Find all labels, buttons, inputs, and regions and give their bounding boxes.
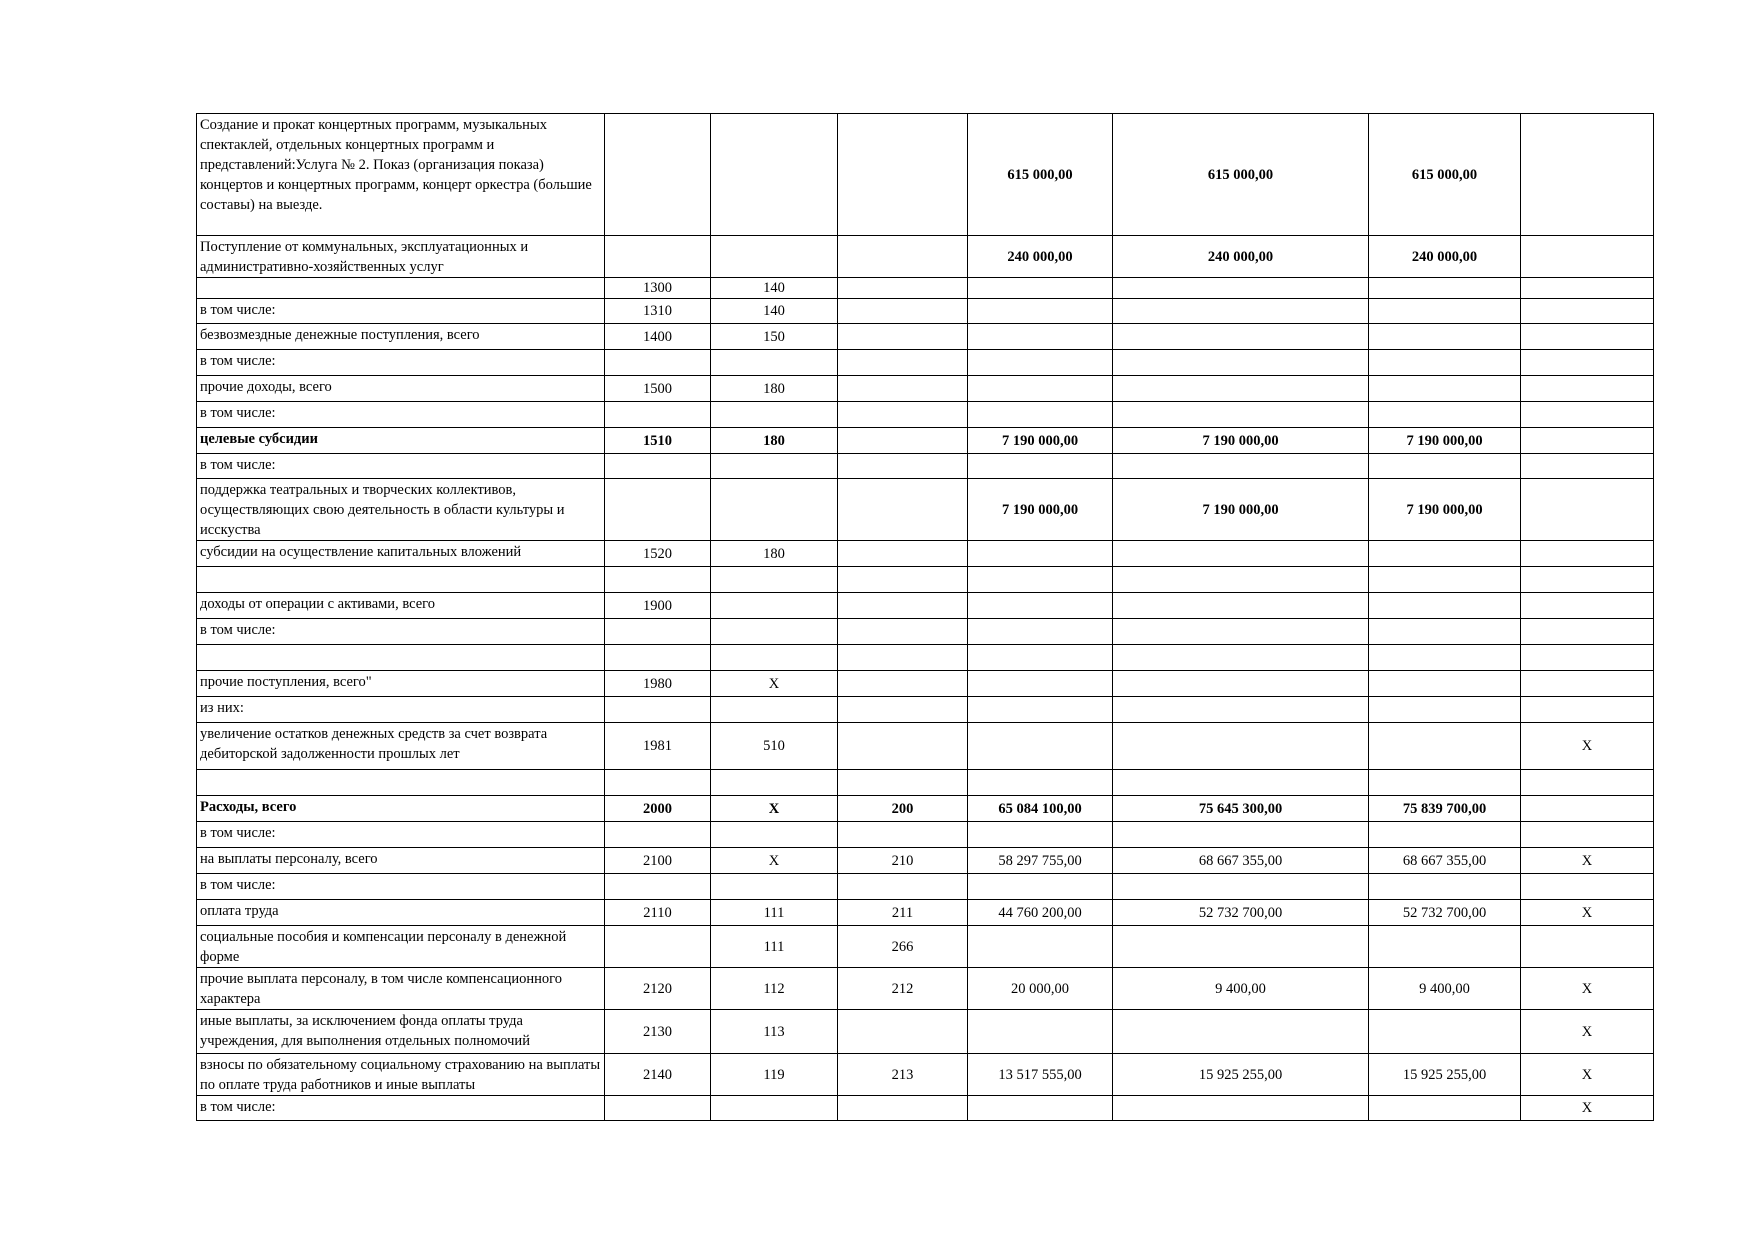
- code-column-cell: 2000: [605, 796, 711, 822]
- extra-column-cell: [1521, 299, 1654, 324]
- kbk-column-cell: Х: [711, 671, 838, 697]
- kbk-column-cell: Х: [711, 848, 838, 874]
- table-row: [197, 796, 1654, 822]
- row-label-cell: Создание и прокат концертных программ, музыкальных спектаклей, отдельных концертных программ и представлений:Услуга № 2. Показ (организация показа) концертов и концертных программ, концерт оркестра (большие составы) на выезде.: [197, 114, 605, 236]
- code-column-cell: 1300: [605, 278, 711, 299]
- extra-column-cell: [1521, 324, 1654, 350]
- year-2-amount-cell: [1113, 671, 1369, 697]
- row-label-cell: прочие доходы, всего: [197, 376, 605, 402]
- table-row: [197, 874, 1654, 900]
- table-row: [197, 697, 1654, 723]
- year-2-amount-cell: [1113, 278, 1369, 299]
- year-2-amount-cell: [1113, 926, 1369, 968]
- year-1-amount-cell: [968, 645, 1113, 671]
- year-1-amount-cell: [968, 1096, 1113, 1121]
- row-label-cell: в том числе:: [197, 874, 605, 900]
- kosgu-column-cell: [838, 593, 968, 619]
- year-3-amount-cell: [1369, 299, 1521, 324]
- code-column-cell: [605, 645, 711, 671]
- year-1-amount-cell: 13 517 555,00: [968, 1054, 1113, 1096]
- year-2-amount-cell: 52 732 700,00: [1113, 900, 1369, 926]
- table-row: [197, 454, 1654, 479]
- year-2-amount-cell: 9 400,00: [1113, 968, 1369, 1010]
- year-3-amount-cell: [1369, 402, 1521, 428]
- table-row: [197, 723, 1654, 770]
- kosgu-column-cell: [838, 1096, 968, 1121]
- row-label-cell: [197, 567, 605, 593]
- year-3-amount-cell: [1369, 645, 1521, 671]
- year-1-amount-cell: [968, 619, 1113, 645]
- year-3-amount-cell: [1369, 454, 1521, 479]
- year-3-amount-cell: 9 400,00: [1369, 968, 1521, 1010]
- kbk-column-cell: [711, 874, 838, 900]
- code-column-cell: [605, 114, 711, 236]
- year-3-amount-cell: 240 000,00: [1369, 236, 1521, 278]
- code-column-cell: [605, 402, 711, 428]
- extra-column-cell: Х: [1521, 1010, 1654, 1054]
- kosgu-column-cell: [838, 299, 968, 324]
- year-2-amount-cell: [1113, 593, 1369, 619]
- extra-column-cell: Х: [1521, 1054, 1654, 1096]
- kosgu-column-cell: 211: [838, 900, 968, 926]
- kosgu-column-cell: [838, 723, 968, 770]
- kbk-column-cell: 140: [711, 299, 838, 324]
- row-label-cell: в том числе:: [197, 822, 605, 848]
- year-3-amount-cell: 615 000,00: [1369, 114, 1521, 236]
- year-1-amount-cell: 44 760 200,00: [968, 900, 1113, 926]
- kbk-column-cell: [711, 1096, 838, 1121]
- kosgu-column-cell: [838, 454, 968, 479]
- year-1-amount-cell: [968, 926, 1113, 968]
- kbk-column-cell: [711, 567, 838, 593]
- extra-column-cell: [1521, 376, 1654, 402]
- year-1-amount-cell: [968, 324, 1113, 350]
- year-1-amount-cell: [968, 593, 1113, 619]
- code-column-cell: 2140: [605, 1054, 711, 1096]
- year-1-amount-cell: 65 084 100,00: [968, 796, 1113, 822]
- row-label-cell: [197, 278, 605, 299]
- extra-column-cell: [1521, 770, 1654, 796]
- year-1-amount-cell: [968, 723, 1113, 770]
- table-row: [197, 671, 1654, 697]
- extra-column-cell: [1521, 926, 1654, 968]
- kosgu-column-cell: [838, 402, 968, 428]
- year-3-amount-cell: [1369, 567, 1521, 593]
- year-3-amount-cell: [1369, 671, 1521, 697]
- row-label-cell: на выплаты персоналу, всего: [197, 848, 605, 874]
- code-column-cell: [605, 697, 711, 723]
- year-1-amount-cell: [968, 697, 1113, 723]
- kosgu-column-cell: [838, 697, 968, 723]
- year-3-amount-cell: [1369, 1096, 1521, 1121]
- year-2-amount-cell: 75 645 300,00: [1113, 796, 1369, 822]
- extra-column-cell: [1521, 822, 1654, 848]
- kosgu-column-cell: [838, 278, 968, 299]
- year-2-amount-cell: [1113, 723, 1369, 770]
- year-3-amount-cell: [1369, 1010, 1521, 1054]
- code-column-cell: 1980: [605, 671, 711, 697]
- row-label-cell: безвозмездные денежные поступления, всего: [197, 324, 605, 350]
- extra-column-cell: [1521, 428, 1654, 454]
- kosgu-column-cell: [838, 479, 968, 541]
- table-row: [197, 350, 1654, 376]
- extra-column-cell: [1521, 697, 1654, 723]
- row-label-cell: прочие выплата персоналу, в том числе компенсационного характера: [197, 968, 605, 1010]
- kbk-column-cell: [711, 350, 838, 376]
- year-2-amount-cell: [1113, 874, 1369, 900]
- table-row: [197, 236, 1654, 278]
- extra-column-cell: [1521, 541, 1654, 567]
- year-2-amount-cell: [1113, 350, 1369, 376]
- year-2-amount-cell: [1113, 454, 1369, 479]
- table-body: [197, 114, 1654, 1121]
- year-3-amount-cell: [1369, 350, 1521, 376]
- kbk-column-cell: 150: [711, 324, 838, 350]
- kbk-column-cell: 180: [711, 428, 838, 454]
- year-1-amount-cell: [968, 402, 1113, 428]
- year-3-amount-cell: [1369, 926, 1521, 968]
- table-row: [197, 926, 1654, 968]
- kosgu-column-cell: [838, 1010, 968, 1054]
- year-3-amount-cell: 15 925 255,00: [1369, 1054, 1521, 1096]
- table-row: [197, 1010, 1654, 1054]
- kosgu-column-cell: [838, 236, 968, 278]
- code-column-cell: 1400: [605, 324, 711, 350]
- year-2-amount-cell: [1113, 1096, 1369, 1121]
- row-label-cell: в том числе:: [197, 350, 605, 376]
- kosgu-column-cell: [838, 619, 968, 645]
- table-row: [197, 770, 1654, 796]
- table-row: [197, 619, 1654, 645]
- year-2-amount-cell: [1113, 770, 1369, 796]
- kosgu-column-cell: [838, 671, 968, 697]
- kbk-column-cell: [711, 236, 838, 278]
- year-1-amount-cell: [968, 770, 1113, 796]
- financial-plan-table: [196, 113, 1654, 1121]
- year-2-amount-cell: [1113, 376, 1369, 402]
- row-label-cell: иные выплаты, за исключением фонда оплаты труда учреждения, для выполнения отдельных полномочий: [197, 1010, 605, 1054]
- kbk-column-cell: 119: [711, 1054, 838, 1096]
- row-label-cell: [197, 645, 605, 671]
- kbk-column-cell: [711, 479, 838, 541]
- table-row: [197, 848, 1654, 874]
- year-2-amount-cell: 240 000,00: [1113, 236, 1369, 278]
- year-1-amount-cell: [968, 278, 1113, 299]
- kosgu-column-cell: [838, 376, 968, 402]
- row-label-cell: в том числе:: [197, 402, 605, 428]
- year-1-amount-cell: [968, 822, 1113, 848]
- code-column-cell: [605, 822, 711, 848]
- code-column-cell: [605, 479, 711, 541]
- extra-column-cell: [1521, 114, 1654, 236]
- row-label-cell: поддержка театральных и творческих коллективов, осуществляющих свою деятельность в области культуры и исскуства: [197, 479, 605, 541]
- year-1-amount-cell: 20 000,00: [968, 968, 1113, 1010]
- year-3-amount-cell: [1369, 376, 1521, 402]
- kbk-column-cell: 140: [711, 278, 838, 299]
- code-column-cell: [605, 770, 711, 796]
- kbk-column-cell: [711, 402, 838, 428]
- code-column-cell: 2130: [605, 1010, 711, 1054]
- kosgu-column-cell: [838, 350, 968, 376]
- code-column-cell: 1510: [605, 428, 711, 454]
- year-1-amount-cell: 7 190 000,00: [968, 479, 1113, 541]
- year-2-amount-cell: [1113, 324, 1369, 350]
- table-row: [197, 822, 1654, 848]
- table-row: [197, 968, 1654, 1010]
- extra-column-cell: Х: [1521, 968, 1654, 1010]
- year-3-amount-cell: 68 667 355,00: [1369, 848, 1521, 874]
- table-row: [197, 567, 1654, 593]
- code-column-cell: 2110: [605, 900, 711, 926]
- year-2-amount-cell: 7 190 000,00: [1113, 428, 1369, 454]
- year-2-amount-cell: 15 925 255,00: [1113, 1054, 1369, 1096]
- extra-column-cell: Х: [1521, 723, 1654, 770]
- kosgu-column-cell: [838, 874, 968, 900]
- kbk-column-cell: 180: [711, 541, 838, 567]
- row-label-cell: в том числе:: [197, 299, 605, 324]
- extra-column-cell: [1521, 567, 1654, 593]
- extra-column-cell: [1521, 619, 1654, 645]
- kosgu-column-cell: [838, 567, 968, 593]
- year-2-amount-cell: 7 190 000,00: [1113, 479, 1369, 541]
- table-row: [197, 479, 1654, 541]
- table-row: [197, 278, 1654, 299]
- year-2-amount-cell: [1113, 402, 1369, 428]
- year-2-amount-cell: [1113, 299, 1369, 324]
- year-3-amount-cell: 7 190 000,00: [1369, 428, 1521, 454]
- year-1-amount-cell: 240 000,00: [968, 236, 1113, 278]
- year-2-amount-cell: 68 667 355,00: [1113, 848, 1369, 874]
- kosgu-column-cell: 200: [838, 796, 968, 822]
- kosgu-column-cell: [838, 770, 968, 796]
- code-column-cell: 1981: [605, 723, 711, 770]
- extra-column-cell: [1521, 479, 1654, 541]
- row-label-cell: Расходы, всего: [197, 796, 605, 822]
- year-3-amount-cell: [1369, 541, 1521, 567]
- year-2-amount-cell: 615 000,00: [1113, 114, 1369, 236]
- extra-column-cell: [1521, 593, 1654, 619]
- year-1-amount-cell: 58 297 755,00: [968, 848, 1113, 874]
- year-1-amount-cell: 615 000,00: [968, 114, 1113, 236]
- year-2-amount-cell: [1113, 697, 1369, 723]
- table-row: [197, 900, 1654, 926]
- year-2-amount-cell: [1113, 822, 1369, 848]
- kosgu-column-cell: [838, 822, 968, 848]
- table-row: [197, 376, 1654, 402]
- kosgu-column-cell: [838, 324, 968, 350]
- kosgu-column-cell: [838, 428, 968, 454]
- year-3-amount-cell: [1369, 874, 1521, 900]
- row-label-cell: в том числе:: [197, 454, 605, 479]
- table-row: [197, 593, 1654, 619]
- year-2-amount-cell: [1113, 541, 1369, 567]
- code-column-cell: [605, 926, 711, 968]
- year-1-amount-cell: [968, 299, 1113, 324]
- kosgu-column-cell: [838, 541, 968, 567]
- kbk-column-cell: [711, 454, 838, 479]
- table-row: [197, 541, 1654, 567]
- row-label-cell: доходы от операции с активами, всего: [197, 593, 605, 619]
- table-row: [197, 114, 1654, 236]
- year-3-amount-cell: [1369, 723, 1521, 770]
- row-label-cell: субсидии на осуществление капитальных вложений: [197, 541, 605, 567]
- kbk-column-cell: 111: [711, 900, 838, 926]
- year-3-amount-cell: [1369, 278, 1521, 299]
- table-row: [197, 428, 1654, 454]
- year-3-amount-cell: [1369, 619, 1521, 645]
- year-3-amount-cell: [1369, 593, 1521, 619]
- kosgu-column-cell: [838, 645, 968, 671]
- row-label-cell: увеличение остатков денежных средств за счет возврата дебиторской задолженности прошлых лет: [197, 723, 605, 770]
- extra-column-cell: Х: [1521, 1096, 1654, 1121]
- year-3-amount-cell: [1369, 822, 1521, 848]
- row-label-cell: в том числе:: [197, 1096, 605, 1121]
- row-label-cell: оплата труда: [197, 900, 605, 926]
- kbk-column-cell: [711, 697, 838, 723]
- year-1-amount-cell: [968, 376, 1113, 402]
- year-2-amount-cell: [1113, 567, 1369, 593]
- table-row: [197, 324, 1654, 350]
- extra-column-cell: [1521, 645, 1654, 671]
- year-1-amount-cell: [968, 350, 1113, 376]
- year-3-amount-cell: [1369, 324, 1521, 350]
- kosgu-column-cell: 266: [838, 926, 968, 968]
- kosgu-column-cell: [838, 114, 968, 236]
- kosgu-column-cell: 212: [838, 968, 968, 1010]
- table-row: [197, 1054, 1654, 1096]
- kbk-column-cell: [711, 593, 838, 619]
- code-column-cell: 1900: [605, 593, 711, 619]
- extra-column-cell: Х: [1521, 848, 1654, 874]
- code-column-cell: [605, 619, 711, 645]
- code-column-cell: [605, 350, 711, 376]
- year-1-amount-cell: [968, 541, 1113, 567]
- kbk-column-cell: 112: [711, 968, 838, 1010]
- row-label-cell: взносы по обязательному социальному страхованию на выплаты по оплате труда работников и иные выплаты: [197, 1054, 605, 1096]
- year-3-amount-cell: [1369, 770, 1521, 796]
- extra-column-cell: [1521, 671, 1654, 697]
- kbk-column-cell: Х: [711, 796, 838, 822]
- kbk-column-cell: [711, 770, 838, 796]
- code-column-cell: [605, 454, 711, 479]
- year-3-amount-cell: 7 190 000,00: [1369, 479, 1521, 541]
- year-1-amount-cell: [968, 454, 1113, 479]
- kbk-column-cell: 510: [711, 723, 838, 770]
- table-row: [197, 402, 1654, 428]
- code-column-cell: 1310: [605, 299, 711, 324]
- row-label-cell: в том числе:: [197, 619, 605, 645]
- year-1-amount-cell: [968, 671, 1113, 697]
- kbk-column-cell: [711, 114, 838, 236]
- code-column-cell: 2100: [605, 848, 711, 874]
- row-label-cell: социальные пособия и компенсации персоналу в денежной форме: [197, 926, 605, 968]
- kbk-column-cell: 111: [711, 926, 838, 968]
- row-label-cell: из них:: [197, 697, 605, 723]
- year-3-amount-cell: 52 732 700,00: [1369, 900, 1521, 926]
- year-1-amount-cell: 7 190 000,00: [968, 428, 1113, 454]
- row-label-cell: целевые субсидии: [197, 428, 605, 454]
- table-row: [197, 645, 1654, 671]
- year-2-amount-cell: [1113, 619, 1369, 645]
- row-label-cell: Поступление от коммунальных, эксплуатационных и административно-хозяйственных услуг: [197, 236, 605, 278]
- code-column-cell: 1520: [605, 541, 711, 567]
- extra-column-cell: [1521, 350, 1654, 376]
- table-row: [197, 1096, 1654, 1121]
- extra-column-cell: [1521, 874, 1654, 900]
- extra-column-cell: [1521, 278, 1654, 299]
- year-3-amount-cell: 75 839 700,00: [1369, 796, 1521, 822]
- extra-column-cell: [1521, 454, 1654, 479]
- year-2-amount-cell: [1113, 645, 1369, 671]
- kbk-column-cell: [711, 619, 838, 645]
- kosgu-column-cell: 213: [838, 1054, 968, 1096]
- year-1-amount-cell: [968, 874, 1113, 900]
- kbk-column-cell: 180: [711, 376, 838, 402]
- code-column-cell: 2120: [605, 968, 711, 1010]
- kbk-column-cell: [711, 645, 838, 671]
- extra-column-cell: [1521, 402, 1654, 428]
- row-label-cell: [197, 770, 605, 796]
- code-column-cell: [605, 236, 711, 278]
- kbk-column-cell: 113: [711, 1010, 838, 1054]
- extra-column-cell: [1521, 236, 1654, 278]
- year-1-amount-cell: [968, 1010, 1113, 1054]
- kbk-column-cell: [711, 822, 838, 848]
- row-label-cell: прочие поступления, всего": [197, 671, 605, 697]
- code-column-cell: [605, 1096, 711, 1121]
- kosgu-column-cell: 210: [838, 848, 968, 874]
- table-row: [197, 299, 1654, 324]
- year-2-amount-cell: [1113, 1010, 1369, 1054]
- code-column-cell: [605, 874, 711, 900]
- extra-column-cell: [1521, 796, 1654, 822]
- code-column-cell: [605, 567, 711, 593]
- year-1-amount-cell: [968, 567, 1113, 593]
- extra-column-cell: Х: [1521, 900, 1654, 926]
- year-3-amount-cell: [1369, 697, 1521, 723]
- code-column-cell: 1500: [605, 376, 711, 402]
